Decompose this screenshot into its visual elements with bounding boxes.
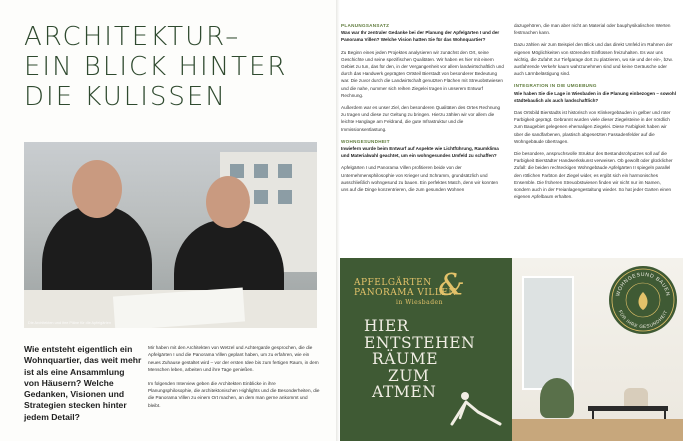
title-line: DIE KULISSEN	[24, 82, 227, 112]
headline-line: RÄUME	[372, 350, 439, 368]
article-title	[24, 22, 324, 112]
interview-answer: Apfelgärten I und Panorama Villen profitieren beide von der Unternehmensphilosophie von Krieger und Schramm, grundsätzlich und ausschließlich wohngesund zu bauen. Ein perfektes Match, denn wir konnten uns auf die Dinge konzentrieren, die zum gesunden Wohnen	[341, 165, 499, 193]
interview-answer: Dazu zählen wir zum Beispiel den Blick und das direkt Umfeld im Rahmen der eigenen Möglichkeiten von störenden Einflüssen freizuhalten. Es war uns wichtig, die Zufahrt zur Tiefgarage dort zu platzieren, wo sie und der ein-, bzw. ausfahrende Verkehr kaum wahrzunehmen sind und keine Geräusche oder auch Lärmbelästigung sind.	[514, 42, 673, 77]
headline-line: ATMEN	[372, 383, 437, 401]
intro-paragraph: Mir haben mit den Architekten von Wetzel und Achtergarde gesprochen, die die Apfelgärten I und die Panorama Villen geplant haben, um zu erfahren, wie ein neues Zuhause gestaltet wird – vor der ersten Idee bis zum fertigen Raum, in dem Menschen leben, arbeiten und ihre Tage genießen.	[148, 345, 319, 373]
intro-text	[148, 344, 320, 415]
lead-question: Wie entsteht eigentlich ein Wohnquartier, das weit mehr ist als eine Ansammlung von Häusern? Welche Gedanken, Visionen und Strategien stecken hinter jedem Detail?	[24, 344, 142, 422]
woman-head	[206, 176, 250, 228]
brand-ampersand-logo: &	[438, 268, 465, 303]
interview-answer: dazugehören, die man aber nicht an Material oder bauphysikalischen Werten festmachen kann.	[514, 23, 671, 36]
plant	[540, 378, 574, 418]
yoga-figure-icon	[448, 388, 508, 428]
window	[522, 276, 574, 390]
building-window	[254, 164, 268, 178]
headline-line: HIER	[364, 317, 410, 335]
interview-answer: Außerdem war es unser Ziel, den besonderen Qualitäten des Ortes Rechnung zu tragen und diese zur Geltung zu bringen. Hierzu zählen wir vor allem die leichte Hanglage am Feldrand, die gute Infrastruktur und die Immissionsentlastung.	[341, 105, 501, 132]
advertisement-panel	[340, 258, 512, 441]
section-heading: INTEGRATION IN DIE UMGEBUNG	[514, 83, 597, 89]
building-window	[254, 190, 268, 204]
brand-logo	[354, 278, 457, 308]
architects-photo	[24, 142, 317, 328]
wooden-floor	[512, 419, 683, 441]
title-line: EIN BLICK HINTER	[24, 52, 288, 82]
section-heading: PLANUNGSANSATZ	[341, 23, 390, 28]
building-window	[278, 164, 292, 178]
left-page	[0, 0, 338, 441]
wohngesund-badge	[609, 266, 677, 334]
headline-line: ZUM	[388, 366, 430, 385]
interview-question: Inwiefern wurde beim Entwurf auf Aspekte wie Lichtführung, Raumklima und Materialwahl geachtet, um ein wohngesundes Umfeld zu schaffen?	[341, 146, 499, 159]
interview-answer: Zu Beginn eines jeden Projektes analysieren wir zunächst den Ort, seine Geschichte und seine spezifischen Qualitäten. Wir haben es hier mit einem Gebiet zu tun, das für den, in der Vergangenheit vor allem landwirtschaftlich und durch das Handwerk geprägten Ortsteil Bierstadt von besonderer Bedeutung war. Die zuvor durch die Landwirtschaft genutzten Flächen mit Streuobstwiesen und die nahe, nummer sich reihen Ziegelei tragen in unserem Entwurf Rechnung.	[341, 49, 504, 98]
badge-seal-icon	[609, 266, 677, 334]
interview-answer: Das Ortsbild Bierstadts ist historisch von Klinkergebäuden in gelber und roter Farbigkeit geprägt. Gebrannt wurden viele dieser Ziegelsteine in der nördlich zum Baugebiet gelegenen ehemaligen Ziegelei. Diese Farbigkeit haben wir über die sandfarbenen, plastisch abgesetzten Fassadenfelder auf die Wohngebäude übertragen.	[514, 110, 671, 144]
brand-name-line: PANORAMA VILLEN	[354, 288, 457, 298]
title-line: ARCHITEKTUR–	[24, 22, 241, 52]
intro-paragraph: Im folgenden Interview geben die Architekten Einblicke in ihre Planungsphilosophie, die architektonischen Highlights und die Besonderheiten, die die Panorama Villen zu einem Ort machen, an dem man gerne ankommt und bleibt.	[148, 380, 320, 408]
building-window	[278, 190, 292, 204]
interview-question: Wie haben Sie die Lage in Wiesbaden in die Planung einbezogen – sowohl städtebaulich als auch landschaftlich?	[514, 90, 676, 103]
svg-text:FÜR IHRE GESUNDHEIT	[618, 309, 669, 329]
badge-top-text: WOHNGESUND BAUEN	[615, 271, 671, 297]
interview-answer: Die besondere, anspruchsvolle Struktur des Bestandsrohputzes soll auf die Farbigkeit Bierstädter Handwerkskunst verweisen. Ob gewollt oder glücklicher Zufall: die beiden rechteckigen Wohngebäude Apfelgärten II spiegeln parallel den rötlichen Farbton der Ziegel wider, es ergibt sich ein harmonisches Ensemble. Die früheren Streuobstwiesen finden wir nicht nur im Namen, sondern auch in der Freianlagengestaltung wieder. So hat jeder Garten einen eigenen Apfelbaum erhalten.	[514, 151, 673, 200]
interview-column-2	[514, 22, 676, 205]
section-heading: WOHNGESUNDHEIT	[341, 138, 390, 144]
man-head	[72, 160, 122, 218]
brand-name-line: APFELGÄRTEN	[354, 278, 432, 288]
brand-location: in Wiesbaden	[396, 299, 443, 306]
desk-table	[588, 406, 668, 411]
headline-line: ENTSTEHEN	[364, 333, 476, 352]
photo-caption: Die Architekten und ihre Pläne für die Apfelgärten	[28, 321, 111, 325]
interview-question: Was war Ihr zentraler Gedanke bei der Planung der Apfelgärten I und der Panorama Villen? Welche Vision hatten Sie für das Wohnquartier?	[341, 30, 500, 43]
interview-column-1	[341, 22, 504, 198]
badge-bottom-text: FÜR IHRE GESUNDHEIT	[617, 309, 669, 330]
